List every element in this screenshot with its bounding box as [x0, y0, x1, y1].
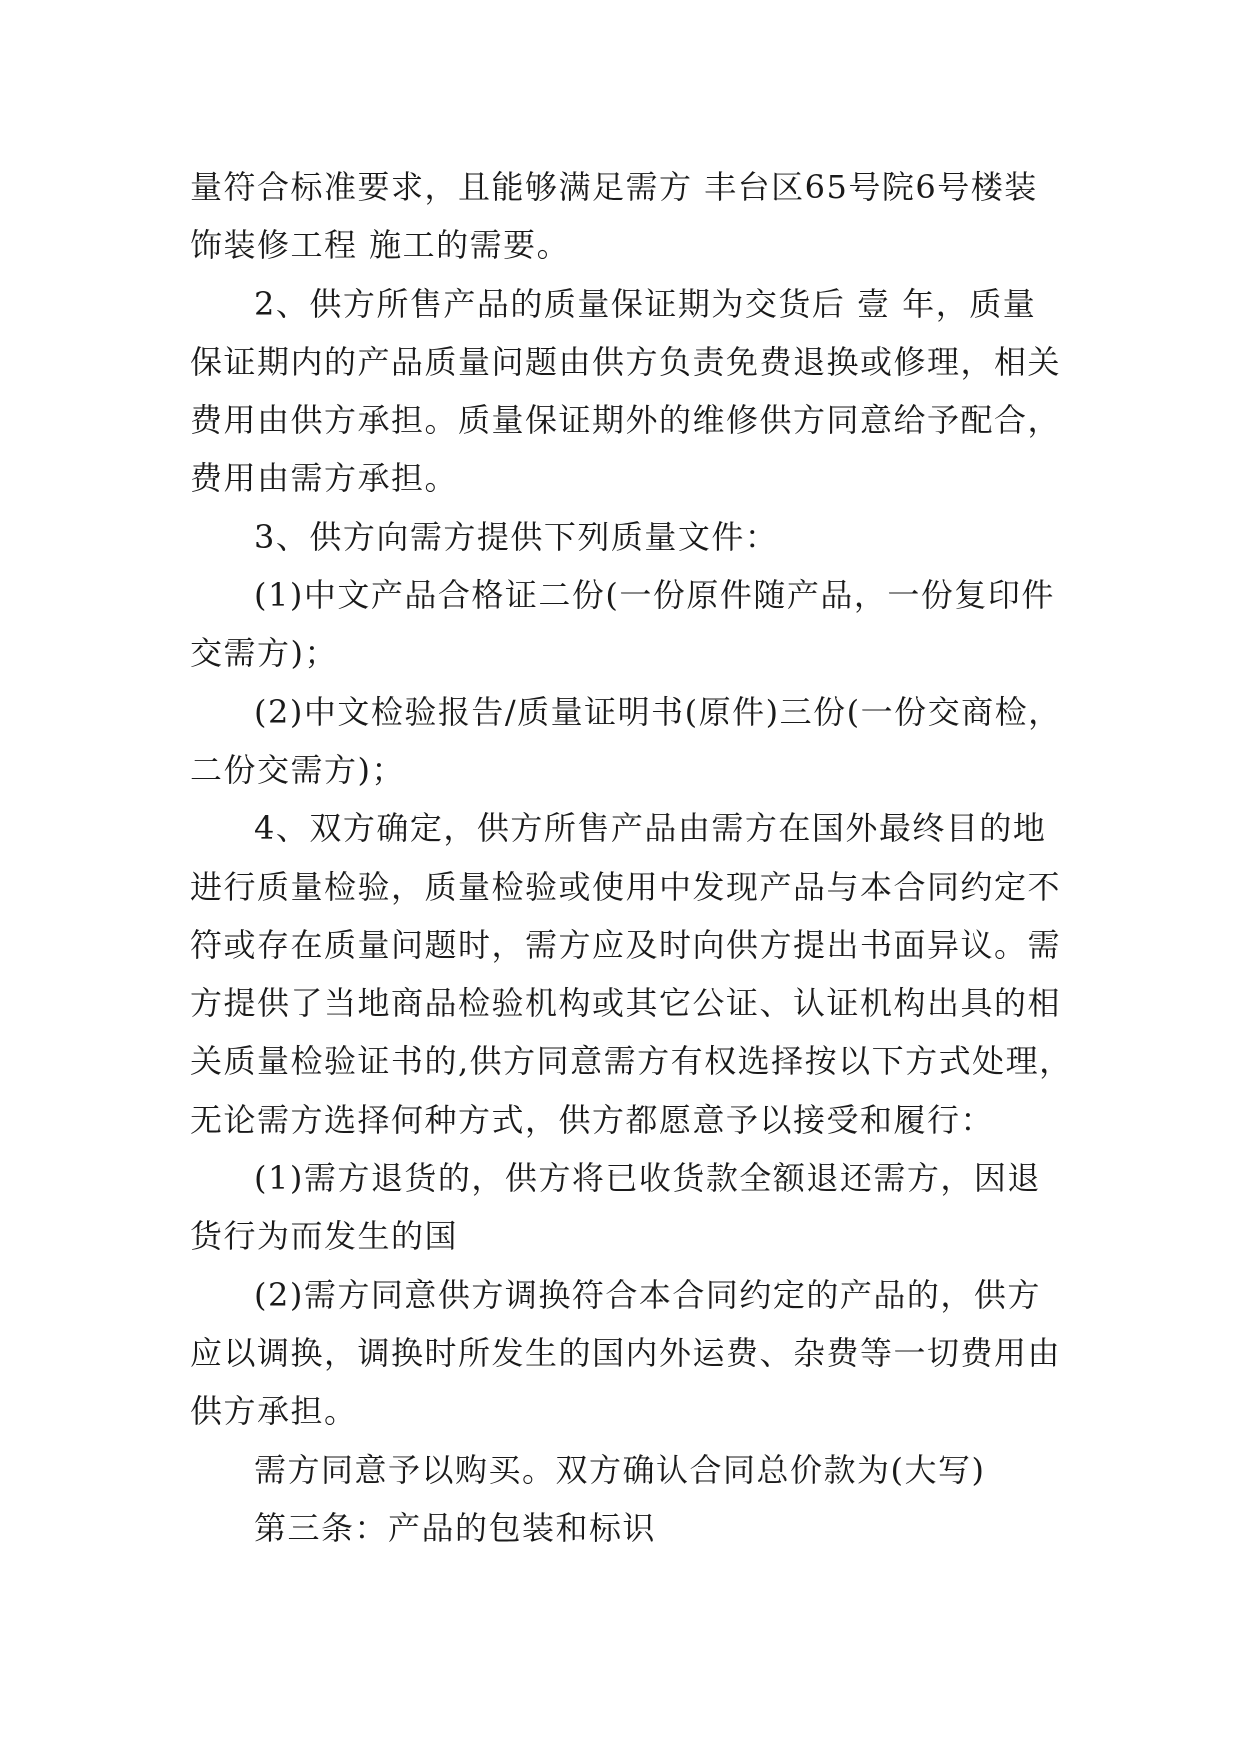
text-line: 进行质量检验，质量检验或使用中发现产品与本合同约定不 — [190, 867, 1062, 906]
text-line: 费用由需方承担。 — [190, 459, 459, 498]
text-line: (1)需方退货的，供方将已收货款全额退还需方，因退 — [254, 1159, 1041, 1198]
text-line: 饰装修工程 施工的需要。 — [190, 226, 571, 265]
text-line: (2)中文检验报告/质量证明书(原件)三份(一份交商检， — [254, 692, 1062, 731]
text-line: 4、双方确定，供方所售产品由需方在国外最终目的地 — [254, 809, 1047, 848]
text-line: (2)需方同意供方调换符合本合同约定的产品的，供方 — [254, 1275, 1041, 1314]
text-line: 需方同意予以购买。双方确认合同总价款为(大写) — [254, 1450, 986, 1489]
text-line: 货行为而发生的国 — [190, 1217, 459, 1256]
text-line: 2、供方所售产品的质量保证期为交货后 壹 年，质量 — [254, 284, 1037, 323]
document-body — [190, 158, 1073, 1557]
text-line: 费用由供方承担。质量保证期外的维修供方同意给予配合， — [190, 401, 1062, 440]
text-line: 3、供方向需方提供下列质量文件： — [254, 517, 779, 556]
text-line: 交需方)； — [190, 634, 338, 673]
text-line: 符或存在质量问题时，需方应及时向供方提出书面异议。需 — [190, 925, 1062, 964]
text-line: 方提供了当地商品检验机构或其它公证、认证机构出具的相 — [190, 984, 1062, 1023]
text-line: 应以调换，调换时所发生的国内外运费、杂费等一切费用由 — [190, 1333, 1062, 1372]
text-line: 第三条：产品的包装和标识 — [254, 1508, 657, 1547]
text-line: 量符合标准要求，且能够满足需方 丰台区65号院6号楼装 — [190, 168, 1038, 206]
text-line: (1)中文产品合格证二份(一份原件随产品，一份复印件 — [254, 576, 1055, 615]
text-line: 无论需方选择何种方式，供方都愿意予以接受和履行： — [190, 1100, 995, 1139]
text-line: 二份交需方)； — [190, 750, 405, 789]
text-line: 供方承担。 — [190, 1392, 358, 1431]
text-line: 保证期内的产品质量问题由供方负责免费退换或修理，相关 — [190, 342, 1062, 381]
text-line: 关质量检验证书的,供方同意需方有权选择按以下方式处理， — [190, 1042, 1073, 1081]
